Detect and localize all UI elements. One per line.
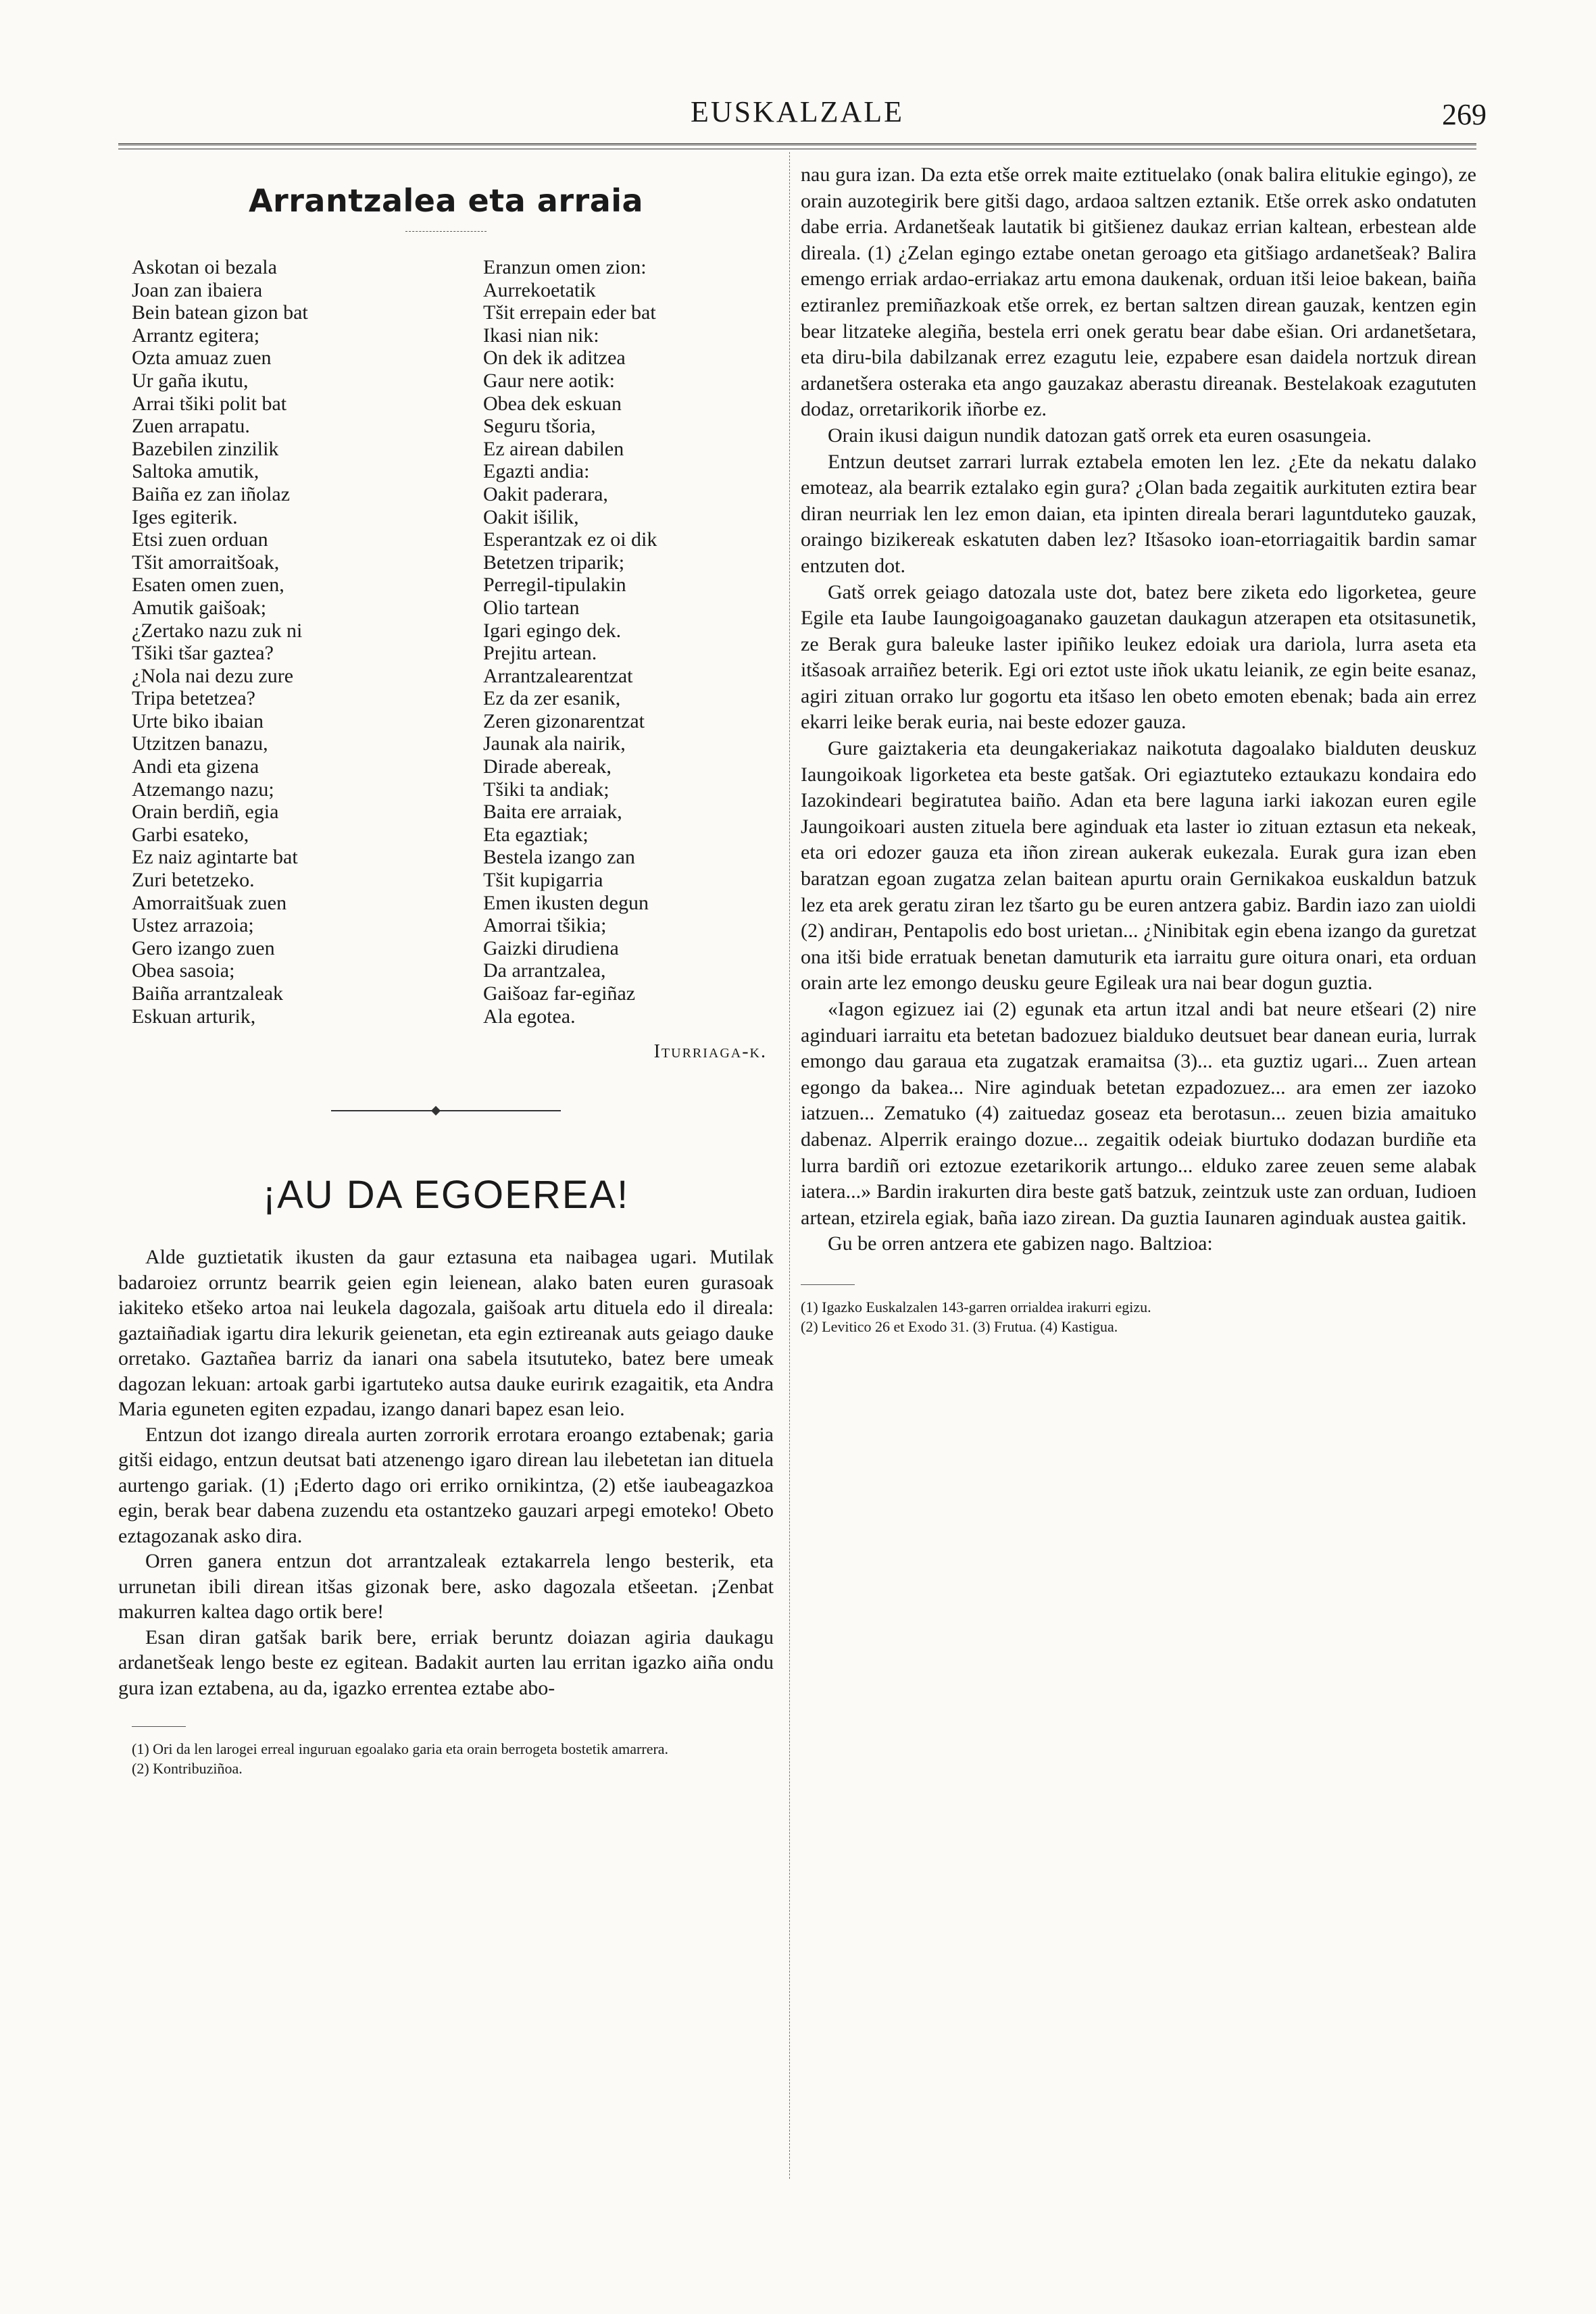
poem-line: On dek ik aditzea — [483, 347, 626, 370]
poem-line: Igari egingo dek. — [483, 619, 622, 642]
poem-line: Ozta amuaz zuen — [132, 347, 272, 370]
poem-line: Egazti andia: — [483, 460, 590, 483]
poem-line: Gaišoaz far-egiñaz — [483, 982, 636, 1005]
article-body-right — [801, 162, 1476, 1257]
poem-line: Dirade abereak, — [483, 755, 612, 778]
poem-line: Seguru tšoria, — [483, 415, 596, 438]
poem-line: Da arrantzalea, — [483, 959, 606, 982]
poem-line: Iges egiterik. — [132, 505, 238, 528]
poem-line: Baiña arrantzaleak — [132, 982, 284, 1005]
poem-line: Bestela izango zan — [483, 846, 635, 869]
poem-line: Ez da zer esanik, — [483, 687, 621, 710]
poem-line: Eskuan arturik, — [132, 1005, 256, 1028]
paragraph: Entzun deutset zarrari lurrak eztabela emoten len lez. ¿Ete da nekatu dalako emoteaz, ala bearrik eztalako egin gura? ¿Olan bada zegaitik aurkituten eztira bear diran neurriak len lez emon daian, eta ipinten direala berari laguntduteko gauzak, oraingo bizikereak eskatuten daben lez? Itšasoko ioan-etorriagaitik bardin samar entzuten dot. — [801, 450, 1476, 577]
poem-line: Amorrai tšikia; — [483, 914, 607, 937]
poem-line: Tšiki ta andiak; — [483, 778, 609, 801]
poem-line: Obea dek eskuan — [483, 392, 622, 415]
poem-line: Arrai tšiki polit bat — [132, 392, 287, 415]
poem-line: Urte biko ibaian — [132, 709, 264, 732]
poem-line: Eta egaztiak; — [483, 823, 589, 846]
poem-line: Etsi zuen orduan — [132, 528, 268, 551]
journal-title: EUSKALZALE — [691, 95, 904, 128]
poem-line: Betetzen triparik; — [483, 551, 625, 574]
poem-line: Bein batean gizon bat — [132, 301, 308, 324]
poem-line: Ez naiz agintarte bat — [132, 846, 298, 869]
poem-line: Ur gaña ikutu, — [132, 369, 249, 392]
poem-line: Ustez arrazoia; — [132, 914, 254, 937]
poem-column-left — [132, 256, 422, 1028]
footnote: (2) Levitico 26 et Exodo 31. (3) Frutua. (4) Kastigua. — [801, 1317, 1118, 1335]
poem-line: Eranzun omen zion: — [483, 256, 647, 278]
poem-line: Esaten omen zuen, — [132, 574, 284, 597]
poem-line: Oakit paderara, — [483, 482, 608, 505]
paragraph: Entzun dot izango direala aurten zorrorik errotara eroango eztabenak; garia gitši eidago, entzun deutsat bati atzenengo igaro direan lau ilebetetan ian dituela aurtengo gariak. (1) ¡Ederto dago ori erriko ornikintza, (2) etše iaubeagazkoa egin, berak bear dabena zuzendu eta ostantzeko gauzari arpegi emoteko! Obeto eztagozanak asko dira. — [118, 1423, 774, 1547]
footnote: (1) Igazko Euskalzalen 143-garren orrialdea irakurri egizu. — [801, 1298, 1151, 1315]
poem-line: Tšit errepain eder bat — [483, 301, 656, 324]
poem-line: Zuen arrapatu. — [132, 415, 250, 438]
poem — [118, 256, 774, 1028]
article-title: ¡AU DA EGOEREA! — [262, 1173, 630, 1217]
poem-line: Zeren gizonarentzat — [483, 709, 645, 732]
poem-line: Utzitzen banazu, — [132, 732, 268, 755]
poem-line: ¿Zertako nazu zuk ni — [132, 619, 303, 642]
paragraph: Esan diran gatšak barik bere, erriak beruntz doiazan agiria daukagu ardanetšeak lengo beste ez egitean. Badakit aurten lau erritan igazko aiña ondu gura izan eztabena, au da, igazko errentea eztabe abo- — [118, 1626, 774, 1699]
paragraph: Gatš orrek geiago datozala uste dot, batez bere ziketa edo ligorketea, geure Egile eta Iaube Iaungoigoaganako gauzetan daukagun atzerapen eta otsitasunetik, ze Berak gura baleuke laster ipiñiko leukez edoiak ura dariola, lurra aseta eta itšasoak arraiñez beterik. Egi ori eztot uste iñok ukatu leianik, ze egin beite esanaz, agiri zituan orrako lur gogortu eta itšaso len obeto emoten ebenak; bada ain errez ekarri leike berak euria, nai beste edozer gauza. — [801, 580, 1476, 734]
paragraph: Alde guztietatik ikusten da gaur eztasuna eta naibagea ugari. Mutilak badaroiez orruntz bearrik geien egin leienean, alako baten euren gurasoak iakiteko etšeko artoa nai leukela dagozala, gaišoak artu dituela edo il direala: gaztaiñadiak igartu dira lekurik geienetan, eta egin eztireanak auts geiago dauke orretako. Gaztañea barriz da ianari ona sabela itsututeko, batez bere umeak dagozan lekuan: artoak garbi igartuteko autsa dauke eurirık ezagaitik, eta Andra Maria eguneten egiten ezpadau, izango danari bapez esan leio. — [118, 1246, 774, 1421]
poem-line: Garbi esateko, — [132, 823, 249, 846]
left-column — [118, 162, 774, 1778]
poem-line: Esperantzak ez oi dik — [483, 528, 657, 551]
poem-line: Gaur nere aotik: — [483, 369, 615, 392]
poem-line: Ala egotea. — [483, 1005, 576, 1028]
footnote-rule-right — [801, 1284, 855, 1285]
poem-line: Jaunak ala nairik, — [483, 732, 626, 755]
poem-line: Perregil-tipulakin — [483, 574, 626, 597]
paragraph: Orain ikusi daigun nundik datozan gatš orrek eta euren osasungeia. — [828, 424, 1372, 447]
poem-line: Gero izango zuen — [132, 936, 275, 959]
poem-column-right — [483, 256, 774, 1028]
title-rule — [405, 231, 487, 232]
paragraph: Gu be orren antzera ete gabizen nago. Baltzioa: — [828, 1232, 1213, 1255]
page-number: 269 — [1442, 98, 1487, 131]
paragraph: Gure gaiztakeria eta deungakeriakaz naikotuta dagoalako bialduten deuskuz Iaungoikoak ligorketea eta beste gatšak. Ori egiaztuteko eztaukazu kondaira edo Iazokindeari begiratutea baiño. Adan eta bere laguna iarki iakozan euren egile Jaungoikoari austen zituela bere aginduak eta laster io zituan eztasun eta nekeak, eta ori edozer gauza eta iñon zirean aukerak eukezala. Eurak gura izan eben baratzan egoan zugatza zelan baitean apurtu orain Gernikakoa euskaldun batzuk lez eta arek geratu ziran lez tšarto gu be euren antzera gabiz. Bardin iazo zan uioldi (2) andiган, Pentapolis edo bost urietan... ¿Ninibitak egin ebena izango da guretzat ona itši bide erratuak benetan damuturik eta iarraitu gure oitura onari, eta orduan orain arte lez emongo deusku geure Egileak ura nai bear dogun guztia. — [801, 737, 1476, 995]
running-head — [108, 95, 1487, 135]
poem-author: Iturriaga-k. — [653, 1041, 767, 1063]
poem-line: Baiña ez zan iñolaz — [132, 482, 291, 505]
poem-line: Tšit amorraitšoak, — [132, 551, 280, 574]
paragraph: «Iagon egizuez iai (2) egunak eta artun itzal andi bat neure etšeari (2) nire aginduari iarraitu eta betetan badozuez bialduko deutsuet bear danean euria, lurrak emongo dau garaua eta zugatzak eramaitsa (3)... eta guztiz ugari... Zuen artean egongo da bakea... Nire aginduak betetan ezpadozuez... ara emen zer iazoko iatzuen... Zematuko (4) zaituedaz goseaz eta berotasun... zeuen bizia amaituko dabenaz. Alperrik eraingo dozue... zegaitik odeiak biurtuko dodazan burdiñe eta lurra bardiñ ori eztozue ezetarikorik artungo... elduko zaree zeuen seme alabak iatera...» Bardin irakurten dira beste gatš batzuk, zeintzuk uste zan orduan, Iudioen artean, etzirela egiak, baña iazo zirean. Da guztia Iaunaren aginduak austea gaitik. — [801, 998, 1476, 1229]
footnote: (1) Ori da len larogei erreal inguruan egoalako garia eta orain berrogeta bostetik amarrera. — [132, 1740, 669, 1758]
poem-line: Bazebilen zinzilik — [132, 437, 279, 460]
paragraph: Orren ganera entzun dot arrantzaleak eztakarrela lengo besterik, eta urrunetan ibili direan itšas gizonak bere, asko dagozala etšeetan. ¡Zenbat makurren kaltea dago ortik bere! — [118, 1550, 774, 1624]
poem-line: Andi eta gizena — [132, 755, 259, 778]
poem-line: Amutik gaišoak; — [132, 596, 267, 619]
poem-line: Amorraitšuak zuen — [132, 891, 287, 914]
article-body-left — [118, 1244, 774, 1701]
column-divider — [789, 152, 790, 2179]
poem-line: Askotan oi bezala — [132, 256, 277, 278]
poem-line: Obea sasoia; — [132, 959, 235, 982]
poem-line: Joan zan ibaiera — [132, 278, 263, 301]
footnote-rule-left — [132, 1726, 186, 1727]
poem-line: Orain berdiñ, egia — [132, 801, 279, 824]
poem-line: Zuri betetzeko. — [132, 869, 255, 892]
footnotes-left — [118, 1739, 774, 1778]
poem-line: Tšiki tšar gaztea? — [132, 642, 274, 665]
poem-line: Prejitu artean. — [483, 642, 597, 665]
poem-line: Aurrekoetatik — [483, 278, 596, 301]
ornament-divider — [331, 1110, 561, 1111]
footnotes-right — [801, 1297, 1476, 1336]
poem-line: Ez airean dabilen — [483, 437, 624, 460]
header-rule — [118, 143, 1476, 149]
poem-line: Atzemango nazu; — [132, 778, 274, 801]
poem-line: Saltoka amutik, — [132, 460, 259, 483]
poem-line: ¿Nola nai dezu zure — [132, 664, 294, 687]
poem-line: Gaizki dirudiena — [483, 936, 619, 959]
poem-line: Tripa betetzea? — [132, 687, 255, 710]
poem-line: Oakit išilik, — [483, 505, 579, 528]
poem-line: Emen ikusten degun — [483, 891, 649, 914]
right-column — [801, 162, 1476, 1336]
footnote: (2) Kontribuziñoa. — [132, 1760, 243, 1778]
poem-line: Tšit kupigarria — [483, 869, 603, 892]
paragraph: nau gura izan. Da ezta etše orrek maite eztituelako (onak balira elitukie egingo), ze orain auzotegirik bere gitši dago, ardaoa saltzen eztanik. Etše orrek asko ondatuten dabe erria. Ardanetšeak lautatik bi gitšienez daukaz errian kaltean, erbestean alde direala. (1) ¿Zelan egingo eztabe onetan geroago eta gitšiago ardanetšeak? Balira emengo erriak ardao-erriakaz artu emona daukenak, orduan itši leioe bakean, baiña eztiranlez premiñazkoak etše orrek, ez bertan saltzen direan gauzak, kentzen egin bear litzateke alegiña, bestela erri onek geratu bear dabe ešian. Ori ardanetšetara, eta diru-bila dabilzanak errez ezagutu leie, ezpabere esan daidela nortzuk direan ardanetšera osteraka eta ango gauzakaz aberastu direanak. Bestelakoak ezagututen dodaz, orretarikorik iñorbe ez. — [801, 164, 1476, 421]
poem-line: Olio tartean — [483, 596, 580, 619]
poem-line: Ikasi nian nik: — [483, 324, 599, 347]
poem-line: Arrantzalearentzat — [483, 664, 633, 687]
poem-title: Arrantzalea eta arraia — [248, 182, 644, 219]
poem-line: Arrantz egitera; — [132, 324, 260, 347]
poem-line: Baita ere arraiak, — [483, 801, 622, 824]
